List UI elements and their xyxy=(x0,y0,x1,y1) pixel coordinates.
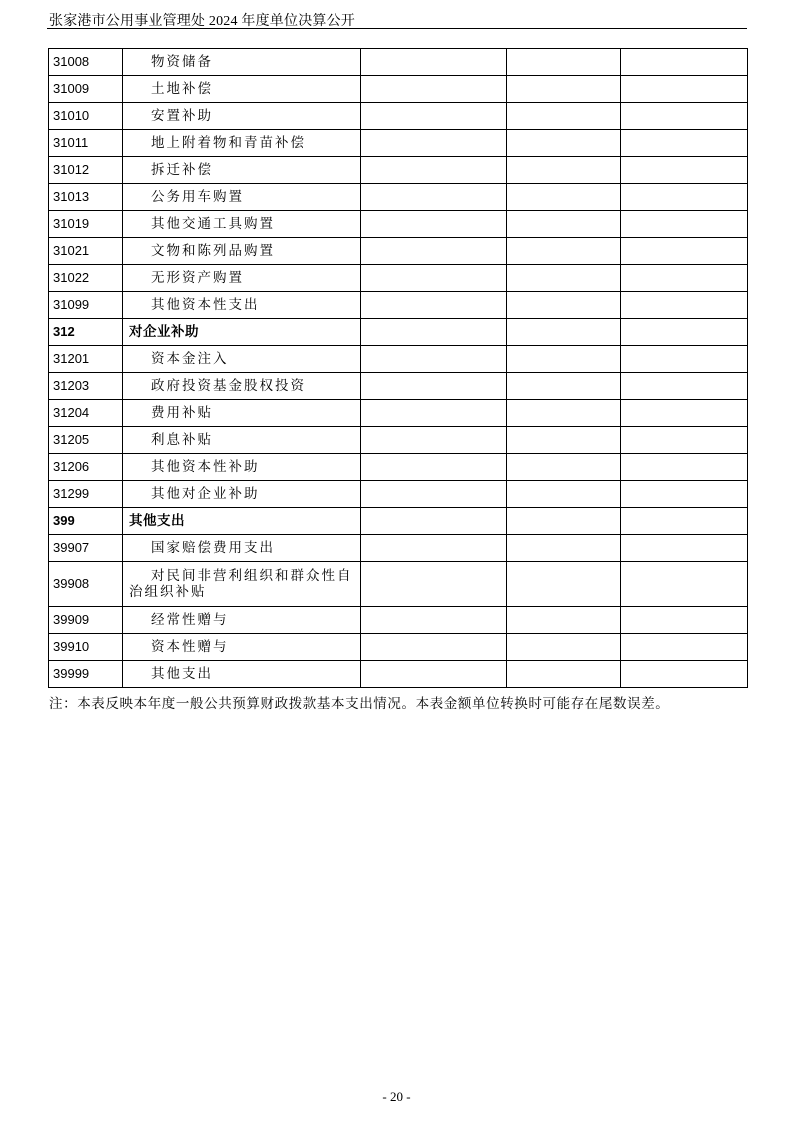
table-row xyxy=(49,400,748,427)
expenditure-table xyxy=(48,48,748,688)
amount-cell-3 xyxy=(621,49,748,76)
table-row xyxy=(49,634,748,661)
table-row xyxy=(49,607,748,634)
amount-cell-2 xyxy=(507,427,621,454)
table-row xyxy=(49,454,748,481)
amount-cell-2 xyxy=(507,634,621,661)
expenditure-table-body xyxy=(49,49,748,688)
table-row xyxy=(49,373,748,400)
table-row xyxy=(49,211,748,238)
item-name-cell: 经常性赠与 xyxy=(123,607,361,634)
amount-cell-1 xyxy=(361,157,507,184)
amount-cell-3 xyxy=(621,265,748,292)
amount-cell-2 xyxy=(507,49,621,76)
amount-cell-3 xyxy=(621,76,748,103)
table-row xyxy=(49,661,748,688)
table-row xyxy=(49,535,748,562)
table-row xyxy=(49,481,748,508)
item-name-cell: 土地补偿 xyxy=(123,76,361,103)
amount-cell-1 xyxy=(361,661,507,688)
item-name-cell: 安置补助 xyxy=(123,103,361,130)
amount-cell-3 xyxy=(621,508,748,535)
amount-cell-2 xyxy=(507,562,621,607)
item-name-cell: 无形资产购置 xyxy=(123,265,361,292)
item-name-cell: 拆迁补偿 xyxy=(123,157,361,184)
item-name-cell: 资本金注入 xyxy=(123,346,361,373)
table-row xyxy=(49,103,748,130)
economic-code-cell: 31013 xyxy=(49,184,123,211)
amount-cell-1 xyxy=(361,481,507,508)
economic-code-cell: 31021 xyxy=(49,238,123,265)
amount-cell-3 xyxy=(621,184,748,211)
amount-cell-2 xyxy=(507,292,621,319)
economic-code-cell: 31204 xyxy=(49,400,123,427)
item-name-cell: 国家赔偿费用支出 xyxy=(123,535,361,562)
amount-cell-1 xyxy=(361,562,507,607)
economic-code-cell: 399 xyxy=(49,508,123,535)
amount-cell-3 xyxy=(621,130,748,157)
table-row xyxy=(49,427,748,454)
item-name-cell: 利息补贴 xyxy=(123,427,361,454)
amount-cell-1 xyxy=(361,130,507,157)
amount-cell-1 xyxy=(361,634,507,661)
economic-code-cell: 312 xyxy=(49,319,123,346)
amount-cell-2 xyxy=(507,481,621,508)
item-name-cell: 其他支出 xyxy=(123,661,361,688)
amount-cell-1 xyxy=(361,346,507,373)
table-row xyxy=(49,49,748,76)
page-number: - 20 - xyxy=(382,1089,411,1104)
economic-code-cell: 31010 xyxy=(49,103,123,130)
amount-cell-3 xyxy=(621,454,748,481)
amount-cell-1 xyxy=(361,454,507,481)
amount-cell-1 xyxy=(361,607,507,634)
table-group-row xyxy=(49,508,748,535)
amount-cell-3 xyxy=(621,292,748,319)
economic-code-cell: 39999 xyxy=(49,661,123,688)
amount-cell-3 xyxy=(621,103,748,130)
table-row xyxy=(49,265,748,292)
item-name-cell: 对民间非营利组织和群众性自治组织补贴 xyxy=(123,562,361,607)
economic-code-cell: 31019 xyxy=(49,211,123,238)
economic-code-cell: 31009 xyxy=(49,76,123,103)
amount-cell-2 xyxy=(507,211,621,238)
amount-cell-3 xyxy=(621,535,748,562)
amount-cell-3 xyxy=(621,319,748,346)
amount-cell-2 xyxy=(507,535,621,562)
amount-cell-2 xyxy=(507,319,621,346)
amount-cell-2 xyxy=(507,103,621,130)
economic-code-cell: 39908 xyxy=(49,562,123,607)
item-name-cell: 政府投资基金股权投资 xyxy=(123,373,361,400)
table-row xyxy=(49,292,748,319)
item-name-cell: 其他资本性补助 xyxy=(123,454,361,481)
amount-cell-2 xyxy=(507,76,621,103)
item-name-cell: 其他支出 xyxy=(123,508,361,535)
amount-cell-1 xyxy=(361,508,507,535)
item-name-cell: 物资储备 xyxy=(123,49,361,76)
amount-cell-3 xyxy=(621,346,748,373)
amount-cell-2 xyxy=(507,508,621,535)
table-group-row xyxy=(49,319,748,346)
economic-code-cell: 31099 xyxy=(49,292,123,319)
economic-code-cell: 31205 xyxy=(49,427,123,454)
amount-cell-3 xyxy=(621,607,748,634)
table-row xyxy=(49,562,748,607)
amount-cell-1 xyxy=(361,184,507,211)
amount-cell-3 xyxy=(621,481,748,508)
page-header-title: 张家港市公用事业管理处 2024 年度单位决算公开 xyxy=(49,14,355,29)
amount-cell-1 xyxy=(361,49,507,76)
amount-cell-1 xyxy=(361,319,507,346)
economic-code-cell: 31022 xyxy=(49,265,123,292)
amount-cell-2 xyxy=(507,607,621,634)
amount-cell-3 xyxy=(621,238,748,265)
economic-code-cell: 31011 xyxy=(49,130,123,157)
amount-cell-2 xyxy=(507,238,621,265)
item-name-cell: 资本性赠与 xyxy=(123,634,361,661)
table-footnote: 注：本表反映本年度一般公共预算财政拨款基本支出情况。本表金额单位转换时可能存在尾数误差。 xyxy=(49,696,670,711)
economic-code-cell: 39907 xyxy=(49,535,123,562)
amount-cell-3 xyxy=(621,400,748,427)
item-name-cell: 公务用车购置 xyxy=(123,184,361,211)
economic-code-cell: 31008 xyxy=(49,49,123,76)
item-name-cell: 费用补贴 xyxy=(123,400,361,427)
item-name-cell: 文物和陈列品购置 xyxy=(123,238,361,265)
amount-cell-2 xyxy=(507,346,621,373)
amount-cell-2 xyxy=(507,373,621,400)
economic-code-cell: 31012 xyxy=(49,157,123,184)
amount-cell-2 xyxy=(507,157,621,184)
economic-code-cell: 31299 xyxy=(49,481,123,508)
amount-cell-1 xyxy=(361,427,507,454)
amount-cell-3 xyxy=(621,661,748,688)
amount-cell-2 xyxy=(507,184,621,211)
amount-cell-1 xyxy=(361,76,507,103)
item-name-cell: 其他交通工具购置 xyxy=(123,211,361,238)
amount-cell-1 xyxy=(361,103,507,130)
economic-code-cell: 31206 xyxy=(49,454,123,481)
economic-code-cell: 39910 xyxy=(49,634,123,661)
item-name-cell: 其他资本性支出 xyxy=(123,292,361,319)
amount-cell-3 xyxy=(621,157,748,184)
economic-code-cell: 31201 xyxy=(49,346,123,373)
amount-cell-3 xyxy=(621,634,748,661)
table-row xyxy=(49,157,748,184)
amount-cell-3 xyxy=(621,427,748,454)
amount-cell-1 xyxy=(361,265,507,292)
item-name-cell: 对企业补助 xyxy=(123,319,361,346)
item-name-cell: 地上附着物和青苗补偿 xyxy=(123,130,361,157)
amount-cell-1 xyxy=(361,400,507,427)
table-row xyxy=(49,76,748,103)
amount-cell-2 xyxy=(507,265,621,292)
amount-cell-3 xyxy=(621,211,748,238)
table-row xyxy=(49,184,748,211)
economic-code-cell: 39909 xyxy=(49,607,123,634)
header-divider xyxy=(47,28,747,29)
amount-cell-1 xyxy=(361,373,507,400)
economic-code-cell: 31203 xyxy=(49,373,123,400)
amount-cell-2 xyxy=(507,661,621,688)
table-row xyxy=(49,346,748,373)
amount-cell-2 xyxy=(507,130,621,157)
amount-cell-2 xyxy=(507,454,621,481)
amount-cell-1 xyxy=(361,238,507,265)
table-row xyxy=(49,238,748,265)
amount-cell-1 xyxy=(361,292,507,319)
amount-cell-3 xyxy=(621,562,748,607)
amount-cell-3 xyxy=(621,373,748,400)
item-name-cell: 其他对企业补助 xyxy=(123,481,361,508)
amount-cell-2 xyxy=(507,400,621,427)
table-row xyxy=(49,130,748,157)
amount-cell-1 xyxy=(361,535,507,562)
amount-cell-1 xyxy=(361,211,507,238)
